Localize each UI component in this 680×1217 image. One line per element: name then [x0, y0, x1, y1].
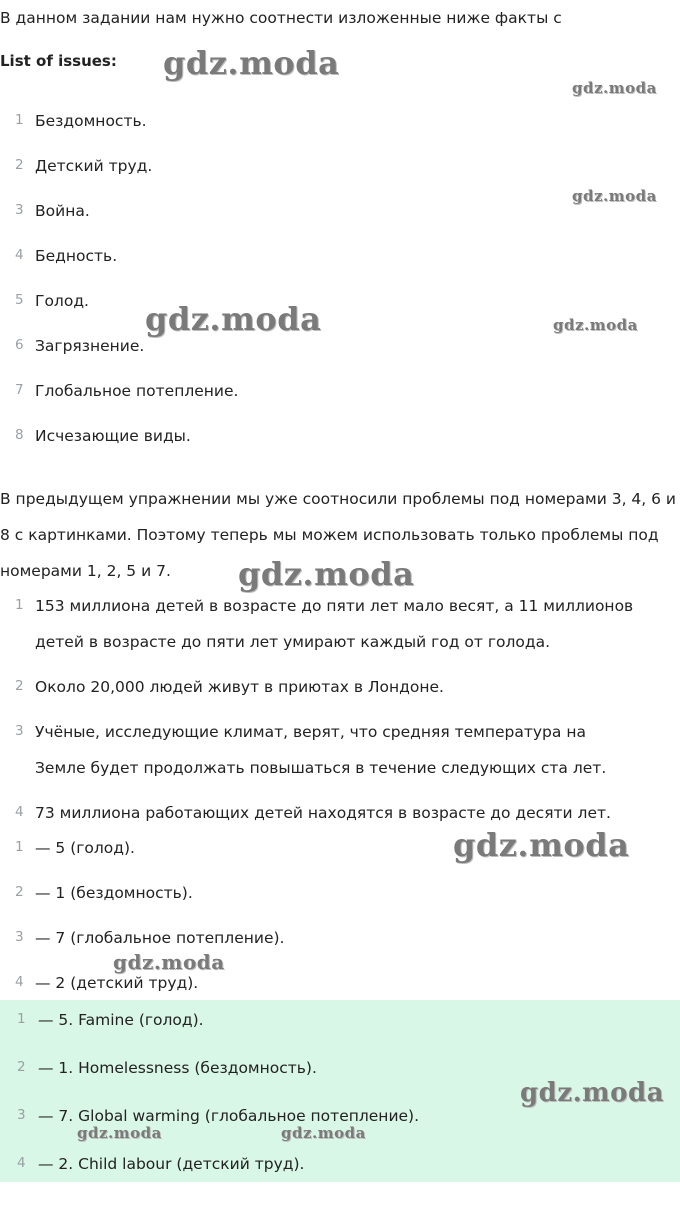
item-text: Около 20,000 людей живут в приютах в Лондоне.: [35, 678, 444, 696]
item-number: 4: [15, 247, 24, 263]
item-number: 4: [15, 974, 24, 990]
list-item: [0, 669, 680, 714]
item-text: — 1. Homelessness (бездомность).: [38, 1059, 317, 1077]
item-number: 5: [15, 292, 24, 308]
item-text: Война.: [35, 202, 90, 220]
item-number: 3: [15, 202, 24, 218]
list-item: [0, 714, 680, 795]
issues-list: [0, 103, 680, 463]
list-item: [0, 103, 680, 148]
item-number: 4: [17, 1155, 26, 1171]
watermark: gdz.moda: [145, 300, 322, 338]
item-text: Учёные, исследующие климат, верят, что средняя температура на Земле будет продолжать повышаться в течение следующих ста лет.: [35, 723, 607, 777]
item-number: 3: [17, 1107, 26, 1123]
list-item: [0, 328, 680, 373]
item-text: Загрязнение.: [35, 337, 145, 355]
watermark: gdz.moda: [163, 44, 340, 82]
item-text: Бездомность.: [35, 112, 147, 130]
watermark: gdz.moda: [453, 826, 630, 864]
item-number: 6: [15, 337, 24, 353]
watermark: gdz.moda: [520, 1078, 665, 1108]
item-number: 2: [15, 157, 24, 173]
item-text: Глобальное потепление.: [35, 382, 239, 400]
item-text: 153 миллиона детей в возрасте до пяти лет мало весят, а 11 миллионов детей в возрасте до пяти лет умирают каждый год от голода.: [35, 597, 634, 651]
list-item: [0, 875, 680, 920]
list-item: [0, 1002, 680, 1050]
list-item: [0, 373, 680, 418]
list-item: [0, 238, 680, 283]
item-number: 2: [17, 1059, 26, 1075]
item-text: — 5 (голод).: [35, 839, 135, 857]
watermark: gdz.moda: [238, 555, 415, 593]
watermark: gdz.moda: [77, 1124, 162, 1142]
item-text: — 5. Famine (голод).: [38, 1011, 204, 1029]
list-item: [0, 1146, 680, 1182]
item-text: — 2 (детский труд).: [35, 974, 199, 992]
explanation-text: В предыдущем упражнении мы уже соотносили проблемы под номерами 3, 4, 6 и 8 с картинками. Поэтому теперь мы можем использовать только проблемы под номерами 1, 2, 5 и 7.: [0, 490, 676, 580]
watermark: gdz.moda: [281, 1124, 366, 1142]
item-text: Детский труд.: [35, 157, 153, 175]
item-number: 2: [15, 678, 24, 694]
list-heading: List of issues:: [0, 52, 117, 70]
watermark: gdz.moda: [572, 187, 657, 205]
item-text: Исчезающие виды.: [35, 427, 191, 445]
item-text: Голод.: [35, 292, 89, 310]
item-text: — 7. Global warming (глобальное потепление).: [38, 1107, 420, 1125]
item-number: 3: [15, 929, 24, 945]
item-text: 73 миллиона работающих детей находятся в возрасте до десяти лет.: [35, 804, 611, 822]
item-text: — 7 (глобальное потепление).: [35, 929, 285, 947]
watermark: gdz.moda: [572, 79, 657, 97]
item-number: 1: [15, 112, 24, 128]
item-number: 3: [15, 723, 24, 739]
watermark: gdz.moda: [113, 950, 225, 974]
list-item: [0, 418, 680, 463]
item-number: 1: [17, 1011, 26, 1027]
list-item: [0, 588, 680, 669]
item-number: 1: [15, 839, 24, 855]
item-text: — 2. Child labour (детский труд).: [38, 1155, 305, 1173]
item-number: 4: [15, 804, 24, 820]
list-item: [0, 920, 680, 965]
item-text: — 1 (бездомность).: [35, 884, 193, 902]
intro-text: В данном задании нам нужно соотнести изложенные ниже факты с: [0, 9, 562, 27]
item-text: Бедность.: [35, 247, 118, 265]
item-number: 1: [15, 597, 24, 613]
item-number: 7: [15, 382, 24, 398]
facts-list: [0, 588, 680, 831]
item-number: 2: [15, 884, 24, 900]
item-number: 8: [15, 427, 24, 443]
watermark: gdz.moda: [553, 316, 638, 334]
